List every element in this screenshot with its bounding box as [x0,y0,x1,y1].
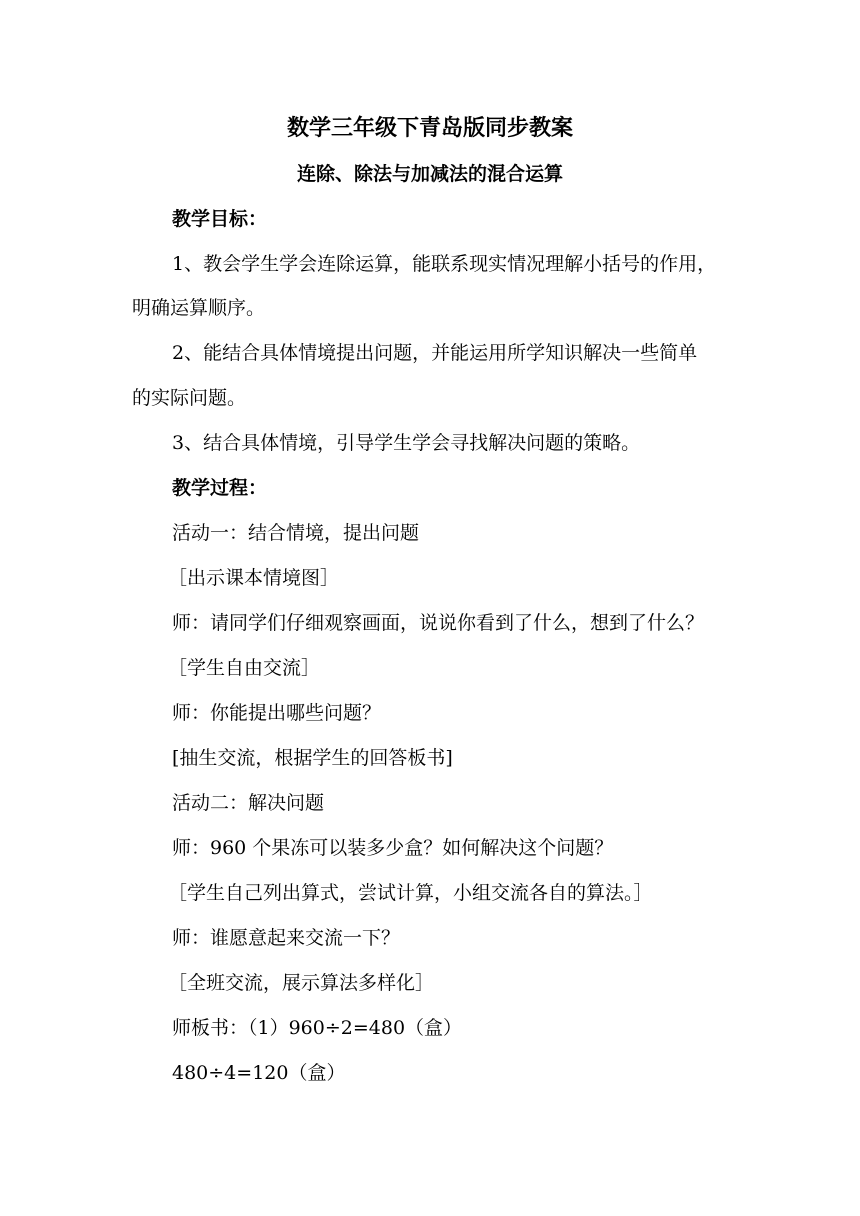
document-title: 数学三年级下青岛版同步教案 [286,115,573,141]
process-line: 师：你能提出哪些问题？ [172,702,382,724]
document-subtitle: 连除、除法与加减法的混合运算 [296,163,563,185]
process-line: 师：谁愿意起来交流一下？ [172,927,401,949]
process-line: 师：960 个果冻可以装多少盒？如何解决这个问题？ [172,837,614,859]
process-heading: 教学过程： [172,477,268,499]
objective-2-line-2: 的实际问题。 [132,387,247,409]
process-line: 活动一：结合情境，提出问题 [172,522,420,544]
process-line: 活动二：解决问题 [172,792,325,814]
process-line: [抽生交流，根据学生的回答板书] [172,747,453,769]
process-line: 师：请同学们仔细观察画面，说说你看到了什么，想到了什么？ [172,612,705,634]
process-line: ［出示课本情境图］ [168,567,340,589]
process-line: ［全班交流，展示算法多样化］ [168,972,435,994]
objective-3: 3、结合具体情境，引导学生学会寻找解决问题的策略。 [172,432,641,454]
process-line: ［学生自由交流］ [168,657,321,679]
process-line: ［学生自己列出算式，尝试计算，小组交流各自的算法。］ [168,882,653,904]
objective-1-line-2: 明确运算顺序。 [132,297,266,319]
objectives-heading: 教学目标： [172,208,268,230]
objective-2-line-1: 2、能结合具体情境提出问题，并能运用所学知识解决一些简单 [172,342,698,364]
process-line: 480÷4=120（盒） [172,1062,346,1084]
process-line: 师板书：（1）960÷2=480（盒） [172,1017,463,1039]
objective-1-line-1: 1、教会学生学会连除运算，能联系现实情况理解小括号的作用， [172,253,717,275]
